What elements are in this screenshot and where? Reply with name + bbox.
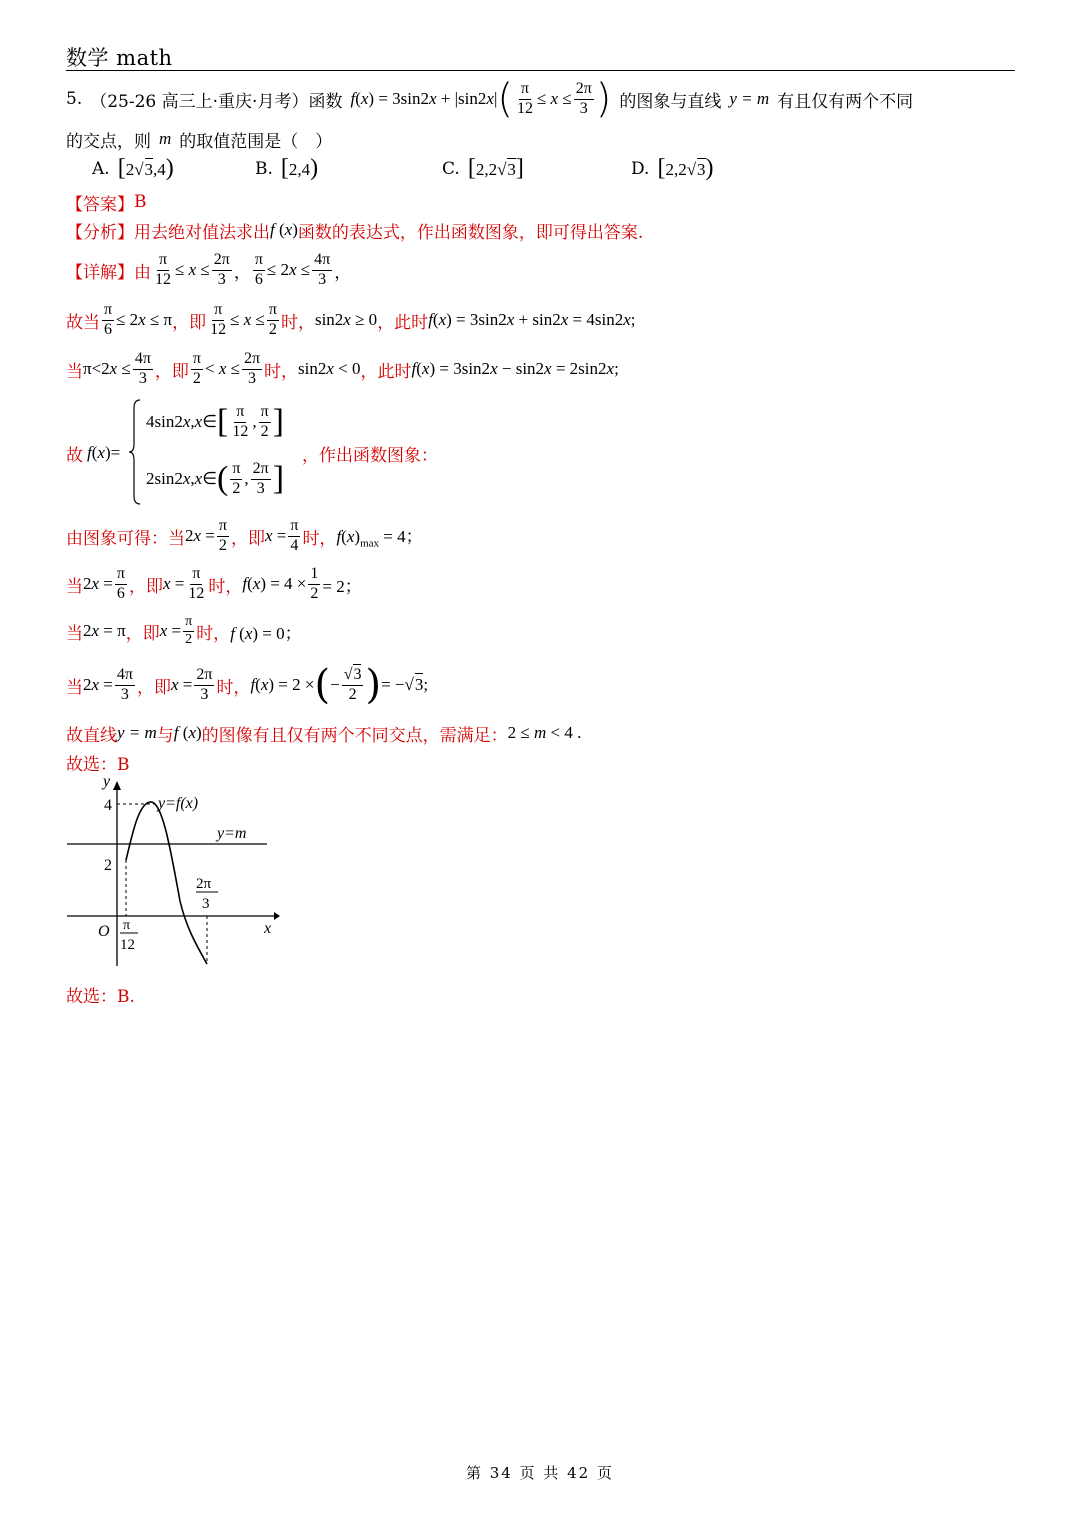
analysis-line: 【分析】 用去绝对值法求出 f (x) 函数的表达式，作出函数图象，即可得出答案. <box>66 220 644 243</box>
piecewise-case-2: 2sin2 x , x ∈ ( $\frac{\pi}{2}$ , $\frac{2\pi}{3}$ ] <box>146 459 285 497</box>
question-line-2: 的交点，则 m 的取值范围是（ ） <box>66 129 333 152</box>
answer-tag: 【答案】 <box>66 194 134 215</box>
piecewise-prefix: 故 f(x)= <box>66 443 121 466</box>
detail-line-left-end: 当 2x = $\frac{\pi}{6}$ ，即 x = $\frac{\pi}{12}$ 时， f(x) = 4 × $\frac{1}{2}$ = 2； <box>66 564 362 602</box>
question-number: 5. <box>66 89 83 109</box>
domain-paren-right: ) <box>595 76 612 122</box>
x-axis-label: x <box>264 920 272 937</box>
option-a[interactable]: A. [2√3,4) <box>92 155 174 181</box>
question-text-graph: 的图象与直线 <box>619 91 722 112</box>
detail-line-right-end: 当 2x = $\frac{4\pi}{3}$ ，即 x = $\frac{2\pi}{3}$ 时， f(x) = 2 × ( − $\frac{√3}{2}$ ) = −√3; <box>66 662 429 708</box>
tick-2: 2 <box>104 857 112 874</box>
question-text-two-points: 有且仅有两个不同 <box>777 91 914 112</box>
x-tick-1-num: π <box>123 918 131 933</box>
detail-choice-1: 故选：B <box>66 754 130 775</box>
option-b[interactable]: B. [2,4) <box>255 155 319 181</box>
y-axis-label: y <box>103 776 111 790</box>
answer-value: B <box>134 192 147 212</box>
question-function: f(x) = 3sin2x + |sin2x| <box>350 89 498 108</box>
domain-frac-lower: $\frac{\pi}{12}$ <box>516 79 533 117</box>
variable-m: m <box>159 129 172 148</box>
x-tick-2-den: 3 <box>202 896 210 912</box>
line-label: y=m <box>217 825 247 842</box>
document-header: 数学 math <box>66 46 173 70</box>
x-axis-arrow-icon <box>274 912 280 920</box>
piecewise-brace <box>128 398 144 506</box>
option-b-value: [2,4) <box>280 155 319 181</box>
x-tick-1-den: 12 <box>120 937 135 953</box>
option-d-value: [2,2√3) <box>657 155 714 181</box>
tick-4: 4 <box>104 797 112 814</box>
detail-line-case2: 当 π<2x ≤ $\frac{4\pi}{3}$ ，即 $\frac{\pi}{2}$ < x ≤ $\frac{2\pi}{3}$ 时， sin2x < 0 ，此时 f(x) = 3sin2x − sin2x = 2sin2x; <box>66 349 619 387</box>
domain-frac-upper: $\frac{2\pi}{3}$ <box>575 79 592 117</box>
function-graph <box>62 776 282 972</box>
option-d[interactable]: D. [2,2√3) <box>631 155 714 181</box>
piecewise-case-1: 4sin2 x , x ∈ [ $\frac{\pi}{12}$ , $\frac{\pi}{2}$ ] <box>146 402 284 440</box>
y-axis-arrow-icon <box>113 781 121 790</box>
line-expression: y = m <box>729 89 770 108</box>
detail-line-case1: 故当 $\frac{\pi}{6}$ ≤ 2x ≤ π ，即 $\frac{\pi}{12}$ ≤ x ≤ $\frac{\pi}{2}$ 时， sin2x ≥ 0 ，此时 f(x) = 3sin2x + sin2x = 4sin2x; <box>66 300 636 338</box>
detail-line-1: 【详解】 由 $\frac{\pi}{12}$ ≤ x ≤ $\frac{2\pi}{3}$ ， $\frac{\pi}{6}$ ≤ 2x ≤ $\frac{4\pi}{3}$ ， <box>66 250 352 288</box>
domain-paren-left: ( <box>497 76 513 122</box>
option-c[interactable]: C. [2,2√3] <box>442 155 524 181</box>
page-footer: 第 34 页 共 42 页 <box>465 1464 614 1482</box>
detail-line-conclusion: 故直线 y = m 与 f (x) 的图像有且仅有两个不同交点，需满足： 2 ≤ m < 4 . <box>66 723 582 746</box>
curve-label: y=f(x) <box>158 795 199 812</box>
question-line-1: 5. （25-26 高三上·重庆·月考）函数 f(x) = 3sin2x + |sin2x| ( $\frac{\pi}{12}$ ≤ x ≤ $\frac{2\pi}{3}$ ) 的图象与直线 y = m 有且仅有两个不同 <box>66 76 914 122</box>
option-c-value: [2,2√3] <box>467 155 524 181</box>
option-a-value: [2√3,4) <box>117 155 174 181</box>
detail-line-zero: 当 2x = π ，即 x = $\frac{\pi}{2}$ 时， f (x) = 0； <box>66 613 302 647</box>
detail-line-max: 由图象可得：当 2x = $\frac{\pi}{2}$ ，即 x = $\frac{\pi}{4}$ 时， $f(x)_{max} = 4$； <box>66 516 423 554</box>
header-rule <box>66 70 1015 71</box>
piecewise-suffix: ，作出函数图象： <box>302 445 438 466</box>
x-tick-2-num: 2π <box>196 876 212 892</box>
curve-f <box>126 802 207 964</box>
origin-label: O <box>98 923 110 940</box>
detail-choice-final: 故选：B. <box>66 986 135 1007</box>
question-source: （25-26 高三上·重庆·月考）函数 <box>90 91 343 112</box>
answer-line <box>66 190 147 214</box>
